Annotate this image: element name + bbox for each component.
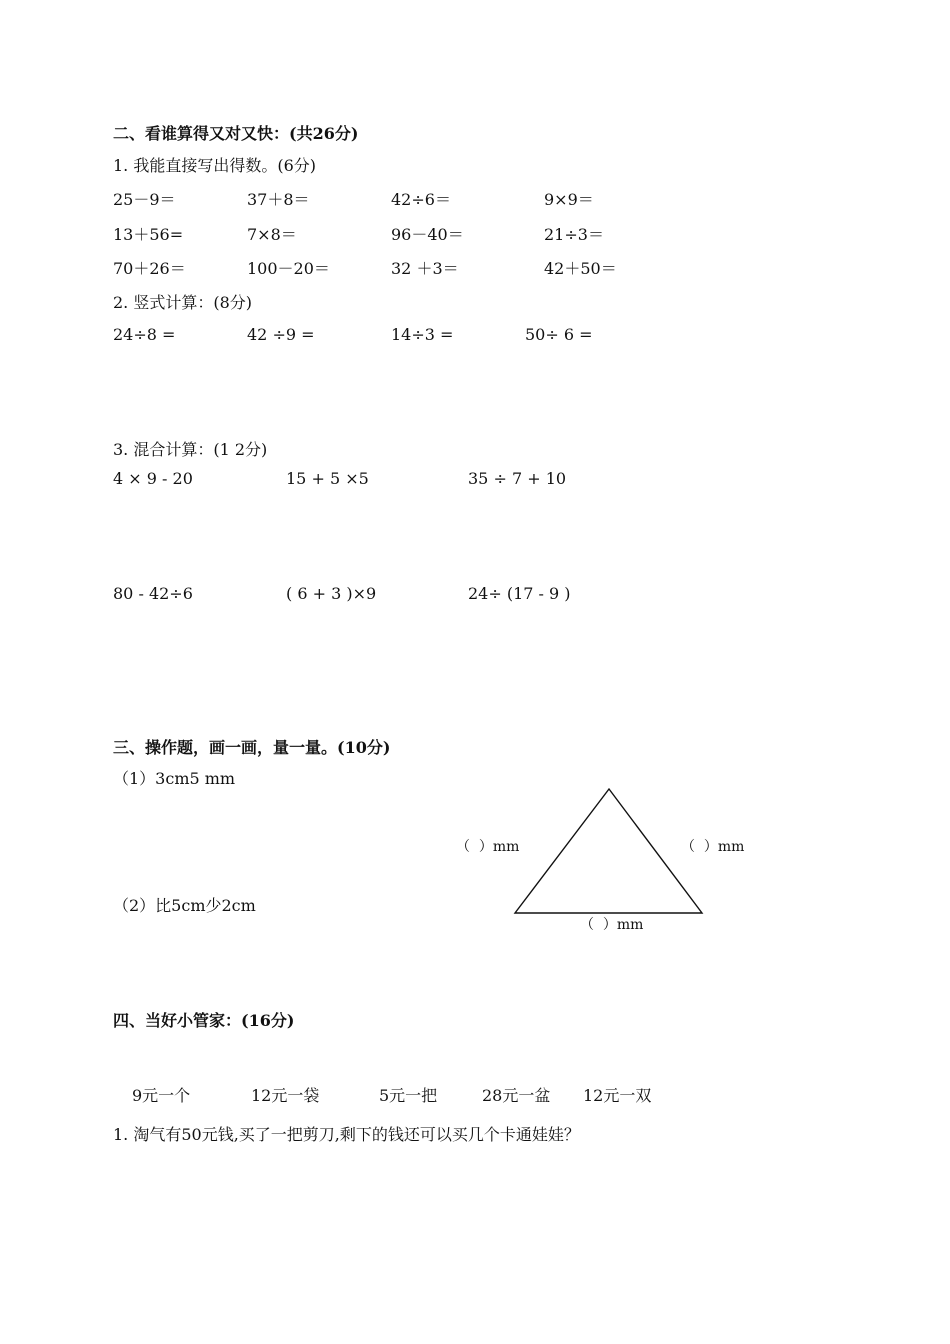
triangle-bottom-label: （ ）mm xyxy=(580,917,644,933)
q1-item: 42＋50＝ xyxy=(544,259,617,278)
q2-item: 42 ÷9 = xyxy=(247,325,315,344)
price-item: 28元一盆 xyxy=(482,1086,551,1105)
q3-label: 3. 混合计算：(1 2分) xyxy=(113,440,268,459)
q1-item: 7×8＝ xyxy=(247,225,297,244)
q1-item: 37＋8＝ xyxy=(247,190,310,209)
q1-label: 1. 我能直接写出得数。(6分) xyxy=(113,156,317,175)
q2-item: 24÷8 = xyxy=(113,325,176,344)
section2-title: 二、看谁算得又对又快：(共26分) xyxy=(113,124,359,143)
section3-item1: （1）3cm5 mm xyxy=(113,769,236,788)
q3-item: ( 6 + 3 )×9 xyxy=(286,584,377,603)
triangle-right-label: （ ）mm xyxy=(681,839,745,855)
section4-title: 四、当好小管家：(16分) xyxy=(113,1011,295,1030)
section3-title: 三、操作题，画一画，量一量。(10分) xyxy=(113,738,391,757)
q1-item: 9×9＝ xyxy=(544,190,594,209)
q1-item: 96－40＝ xyxy=(391,225,464,244)
q2-label: 2. 竖式计算：(8分) xyxy=(113,293,253,312)
triangle xyxy=(515,789,702,913)
q1-item: 100－20＝ xyxy=(247,259,330,278)
price-item: 5元一把 xyxy=(379,1086,438,1105)
q2-item: 14÷3 = xyxy=(391,325,454,344)
q1-item: 13＋56= xyxy=(113,225,184,244)
q1-item: 70＋26＝ xyxy=(113,259,186,278)
q1-item: 32 ＋3＝ xyxy=(391,259,459,278)
section3-item2: （2）比5cm少2cm xyxy=(113,896,256,915)
q1-item: 21÷3＝ xyxy=(544,225,604,244)
q3-item: 15 + 5 ×5 xyxy=(286,469,369,488)
q3-item: 24÷ (17 - 9 ) xyxy=(468,584,571,603)
q2-item: 50÷ 6 = xyxy=(525,325,593,344)
price-item: 12元一袋 xyxy=(251,1086,320,1105)
section4-q1: 1. 淘气有50元钱,买了一把剪刀,剩下的钱还可以买几个卡通娃娃？ xyxy=(113,1125,580,1144)
price-item: 9元一个 xyxy=(132,1086,191,1105)
triangle-left-label: （ ）mm xyxy=(456,839,520,855)
q3-item: 80 - 42÷6 xyxy=(113,584,193,603)
q3-item: 4 × 9 - 20 xyxy=(113,469,193,488)
price-item: 12元一双 xyxy=(583,1086,652,1105)
q3-item: 35 ÷ 7 + 10 xyxy=(468,469,567,488)
q1-item: 25－9＝ xyxy=(113,190,176,209)
q1-item: 42÷6＝ xyxy=(391,190,451,209)
